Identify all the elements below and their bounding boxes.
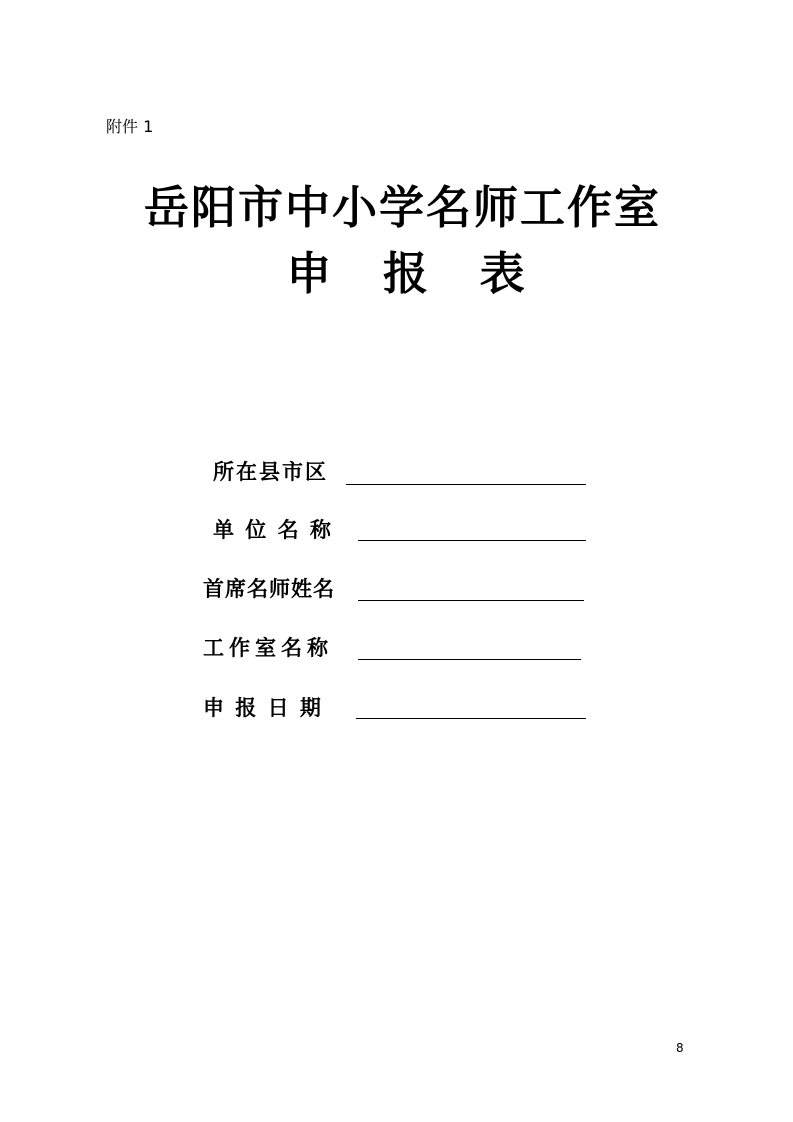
field-label-unit-name: 单 位 名 称 [213, 517, 333, 542]
field-line-county[interactable] [346, 484, 586, 485]
page-number: 8 [676, 1041, 684, 1055]
field-line-application-date[interactable] [356, 718, 586, 719]
field-line-chief-teacher[interactable] [358, 600, 584, 601]
field-label-chief-teacher: 首席名师姓名 [203, 576, 335, 601]
document-subtitle: 申 报 表 [286, 247, 543, 300]
document-title: 岳阳市中小学名师工作室 [143, 181, 661, 234]
field-label-application-date: 申 报 日 期 [203, 695, 323, 720]
field-line-studio-name[interactable] [358, 659, 581, 660]
field-label-studio-name: 工作室名称 [203, 635, 333, 660]
field-label-county: 所在县市区 [213, 459, 328, 484]
attachment-label: 附件 1 [106, 117, 154, 136]
field-line-unit-name[interactable] [358, 540, 586, 541]
